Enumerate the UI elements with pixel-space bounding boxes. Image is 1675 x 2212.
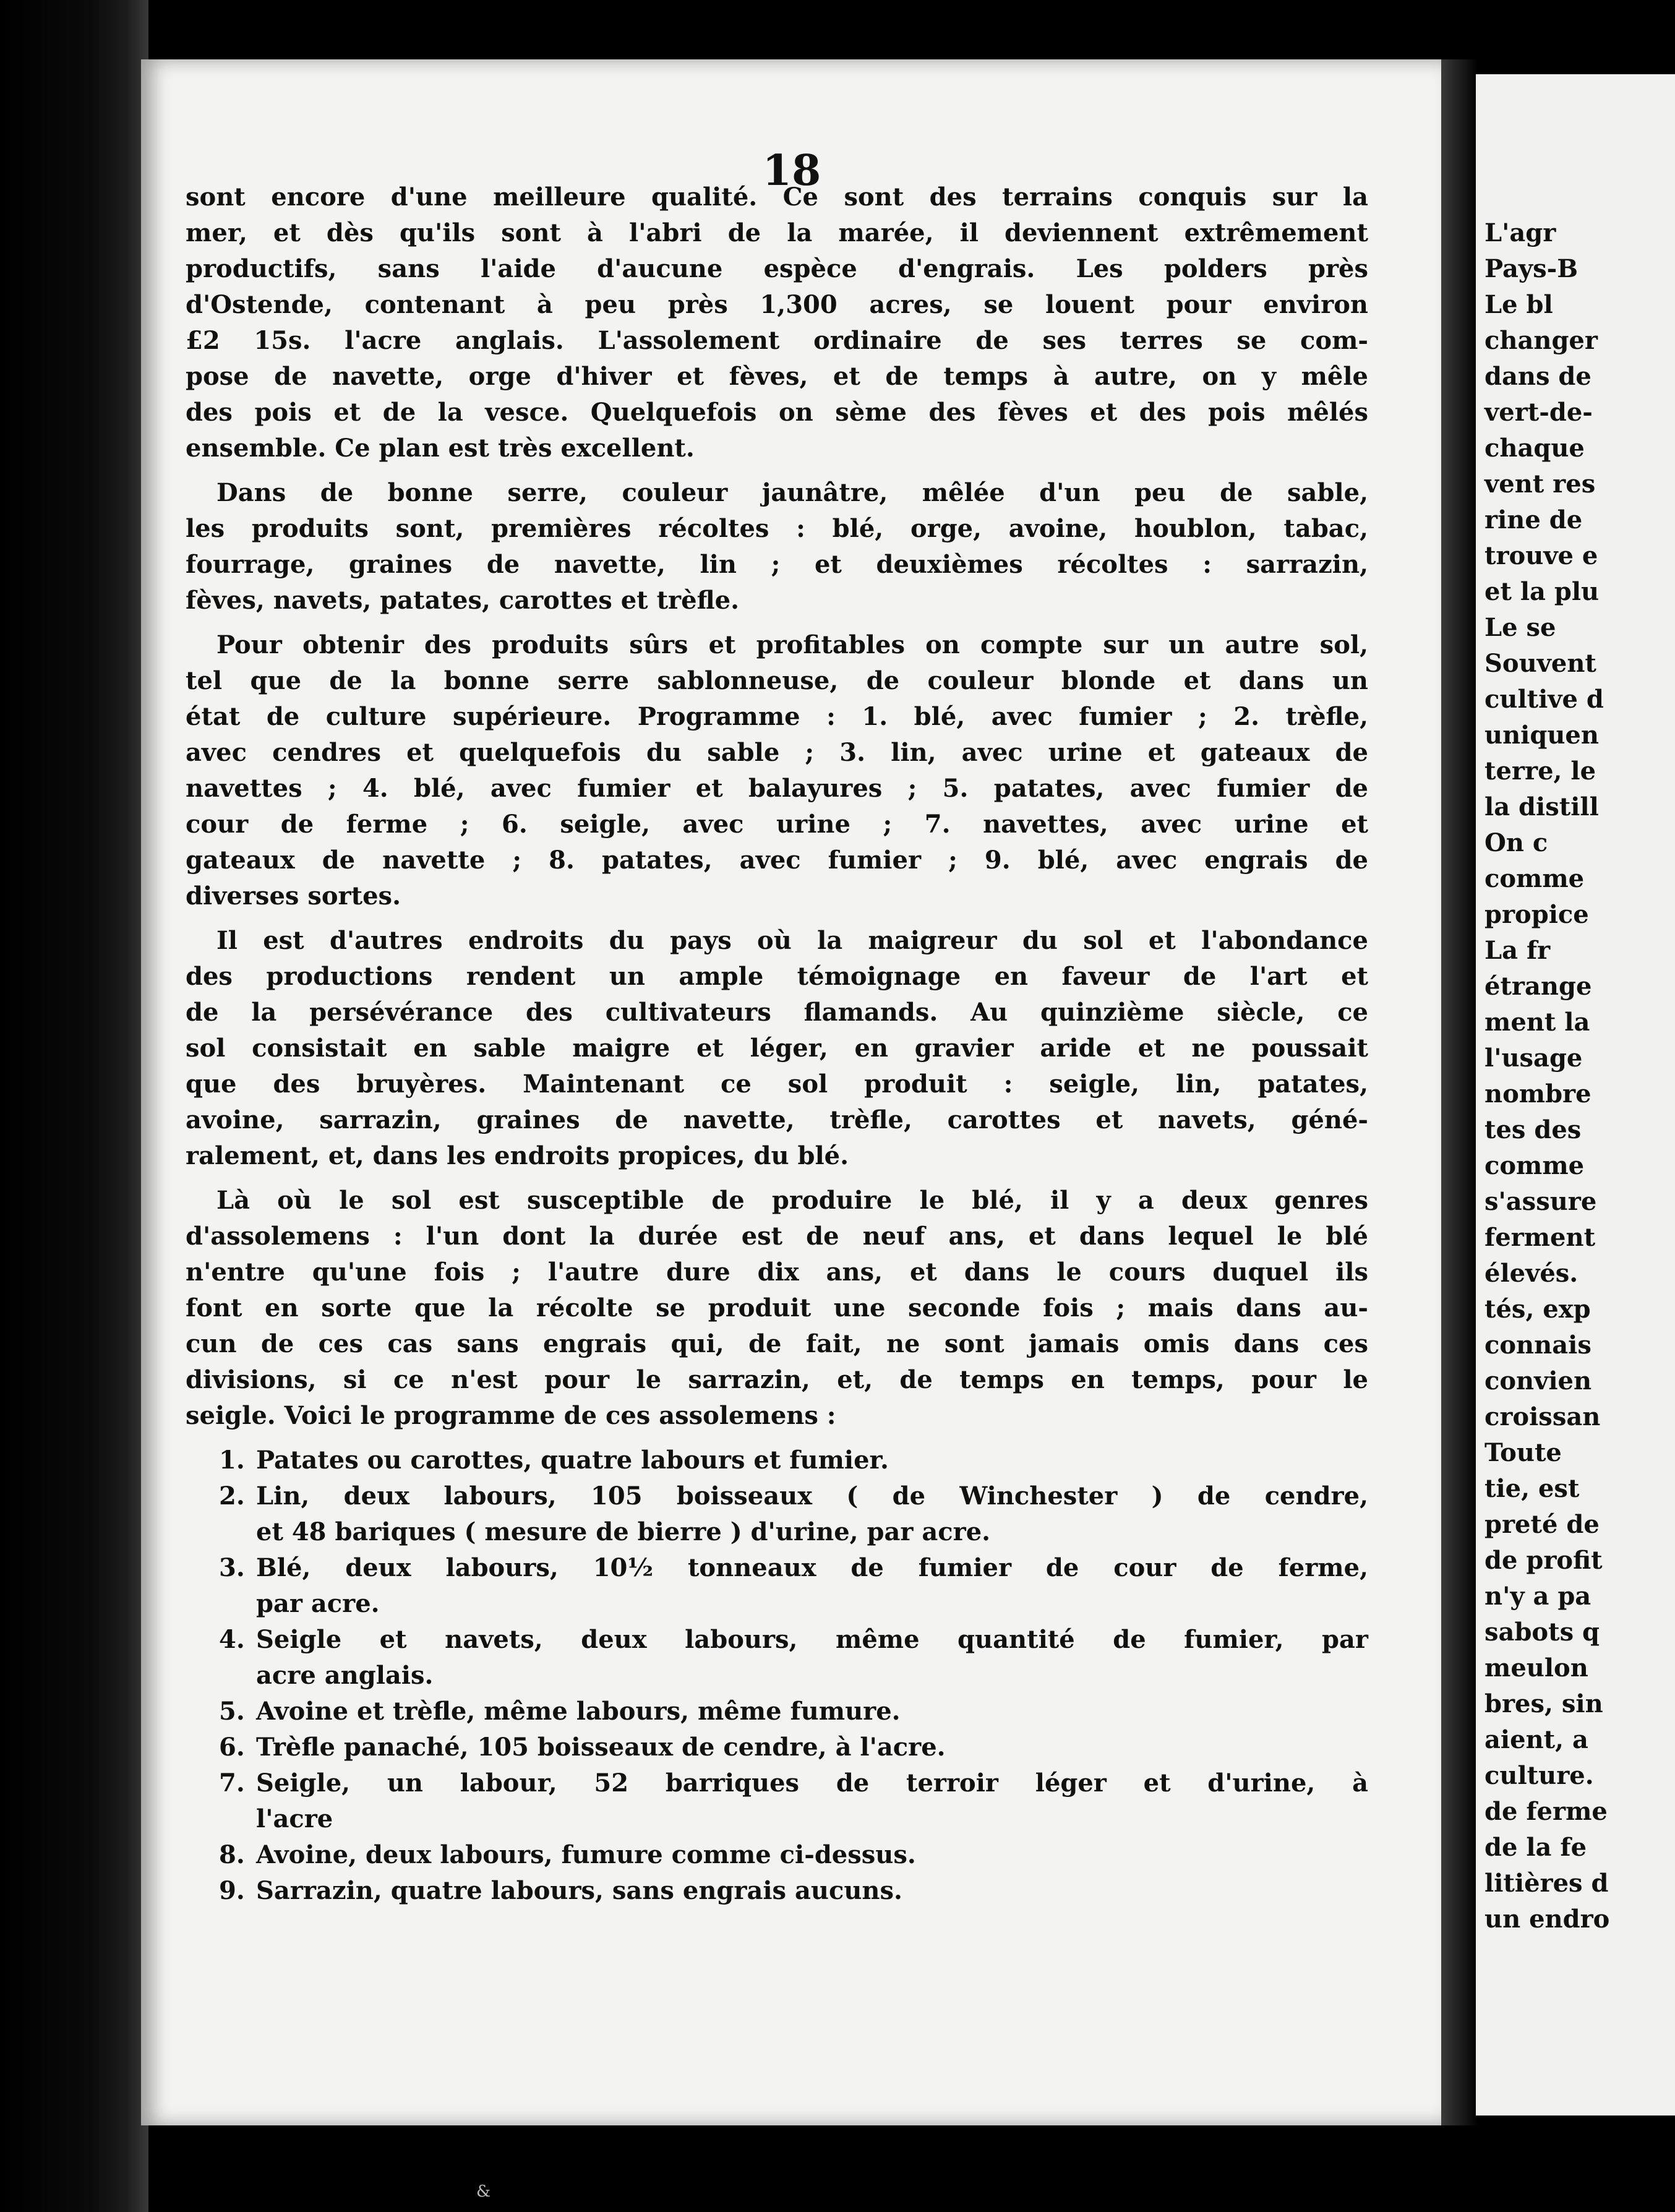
text-line: navettes ; 4. blé, avec fumier et balayures ; 5. patates, avec fumier de bbox=[186, 774, 1368, 803]
list-line: Blé, deux labours, 10½ tonneaux de fumier de cour de ferme, bbox=[256, 1553, 1368, 1582]
list-line: Seigle et navets, deux labours, même quantité de fumier, par bbox=[256, 1625, 1368, 1654]
list-number: 9. bbox=[219, 1876, 245, 1905]
text-line: les produits sont, premières récoltes : blé, orge, avoine, houblon, tabac, bbox=[186, 514, 1368, 543]
right-page-line: n'y a pa bbox=[1484, 1582, 1591, 1611]
right-page-line: terre, le bbox=[1484, 757, 1596, 786]
scan-border-left bbox=[0, 0, 148, 2212]
right-page-line: nombre bbox=[1484, 1079, 1591, 1108]
right-page-line: croissan bbox=[1484, 1402, 1601, 1431]
right-page-line: de la fe bbox=[1484, 1833, 1587, 1862]
right-page-line: ferment bbox=[1484, 1223, 1596, 1252]
text-line: cun de ces cas sans engrais qui, de fait, ne sont jamais omis dans ces bbox=[186, 1329, 1368, 1358]
text-line: que des bruyères. Maintenant ce sol produit : seigle, lin, patates, bbox=[186, 1070, 1368, 1099]
paragraph bbox=[186, 1183, 1368, 1434]
right-page-line: tes des bbox=[1484, 1115, 1582, 1144]
text-line: Il est d'autres endroits du pays où la maigreur du sol et l'abondance bbox=[216, 926, 1368, 955]
right-page-line: s'assure bbox=[1484, 1187, 1597, 1216]
text-line: productifs, sans l'aide d'aucune espèce d'engrais. Les polders près bbox=[186, 254, 1368, 283]
list-line: Avoine et trèfle, même labours, même fumure. bbox=[256, 1697, 901, 1726]
text-line: sol consistait en sable maigre et léger, en gravier aride et ne poussait bbox=[186, 1034, 1368, 1063]
right-page-line: Souvent bbox=[1484, 649, 1596, 678]
list-line: l'acre bbox=[256, 1804, 333, 1833]
right-page-line: convien bbox=[1484, 1366, 1592, 1395]
right-page-line: Le bl bbox=[1484, 290, 1553, 319]
text-line: Dans de bonne serre, couleur jaunâtre, mêlée d'un peu de sable, bbox=[216, 478, 1368, 507]
text-line: ensemble. Ce plan est très excellent. bbox=[186, 434, 695, 463]
text-line: d'assolemens : l'un dont la durée est de neuf ans, et dans lequel le blé bbox=[186, 1222, 1368, 1251]
list-item bbox=[186, 1443, 1368, 1478]
right-page-line: changer bbox=[1484, 326, 1598, 355]
text-line: Là où le sol est susceptible de produire le blé, il y a deux genres bbox=[216, 1186, 1368, 1215]
text-line: de la persévérance des cultivateurs flamands. Au quinzième siècle, ce bbox=[186, 998, 1368, 1027]
right-page-line: comme bbox=[1484, 1151, 1585, 1180]
text-line: £2 15s. l'acre anglais. L'assolement ordinaire de ses terres se com- bbox=[186, 326, 1368, 355]
list-item bbox=[186, 1873, 1368, 1909]
right-page-line: litières d bbox=[1484, 1869, 1609, 1898]
paragraph bbox=[186, 179, 1368, 466]
text-line: fèves, navets, patates, carottes et trèfle. bbox=[186, 586, 740, 615]
rotation-list bbox=[186, 1443, 1368, 1909]
text-line: mer, et dès qu'ils sont à l'abri de la marée, il deviennent extrêmement bbox=[186, 218, 1368, 247]
right-page-line: tés, exp bbox=[1484, 1295, 1591, 1324]
text-line: gateaux de navette ; 8. patates, avec fumier ; 9. blé, avec engrais de bbox=[186, 846, 1368, 875]
right-page-line: et la plu bbox=[1484, 577, 1600, 606]
right-page-line: chaque bbox=[1484, 434, 1585, 463]
list-item bbox=[186, 1837, 1368, 1873]
list-line: Patates ou carottes, quatre labours et fumier. bbox=[256, 1446, 889, 1475]
list-item bbox=[186, 1765, 1368, 1837]
right-page-line: propice bbox=[1484, 900, 1589, 929]
right-page-line: vert-de- bbox=[1484, 398, 1593, 427]
list-number: 7. bbox=[219, 1768, 245, 1798]
right-page-line: La fr bbox=[1484, 936, 1551, 965]
right-page-text bbox=[1484, 179, 1670, 1937]
right-page-line: preté de bbox=[1484, 1510, 1600, 1539]
list-number: 4. bbox=[219, 1625, 245, 1654]
list-item bbox=[186, 1550, 1368, 1622]
text-line: ralement, et, dans les endroits propices, du blé. bbox=[186, 1141, 849, 1170]
text-line: cour de ferme ; 6. seigle, avec urine ; 7. navettes, avec urine et bbox=[186, 810, 1368, 839]
right-page-line: connais bbox=[1484, 1331, 1591, 1360]
right-page-line: un endro bbox=[1484, 1905, 1610, 1934]
right-page-line: On c bbox=[1484, 828, 1548, 857]
text-line: des pois et de la vesce. Quelquefois on sème des fèves et des pois mêlés bbox=[186, 398, 1368, 427]
right-page-line: l'usage bbox=[1484, 1044, 1583, 1073]
text-line: n'entre qu'une fois ; l'autre dure dix ans, et dans le cours duquel ils bbox=[186, 1258, 1368, 1287]
right-page-line: dans de bbox=[1484, 362, 1591, 391]
text-line: pose de navette, orge d'hiver et fèves, et de temps à autre, on y mêle bbox=[186, 362, 1368, 391]
right-page-line: cultive d bbox=[1484, 685, 1604, 714]
text-line: diverses sortes. bbox=[186, 881, 401, 911]
right-page-line: vent res bbox=[1484, 469, 1596, 499]
list-number: 6. bbox=[219, 1733, 245, 1762]
paragraphs bbox=[186, 179, 1368, 1434]
right-page-line: aient, a bbox=[1484, 1725, 1588, 1754]
right-page-line: trouve e bbox=[1484, 541, 1598, 570]
right-page-line: étrange bbox=[1484, 972, 1592, 1001]
right-page-line: comme bbox=[1484, 864, 1585, 893]
right-page-line: uniquen bbox=[1484, 721, 1599, 750]
text-line: d'Ostende, contenant à peu près 1,300 acres, se louent pour environ bbox=[186, 290, 1368, 319]
list-item bbox=[186, 1622, 1368, 1694]
list-line: acre anglais. bbox=[256, 1661, 434, 1690]
list-item bbox=[186, 1694, 1368, 1730]
body-text bbox=[186, 179, 1368, 1909]
right-page-line: L'agr bbox=[1484, 218, 1556, 247]
text-line: état de culture supérieure. Programme : 1. blé, avec fumier ; 2. trèfle, bbox=[186, 702, 1368, 731]
right-page-line: sabots q bbox=[1484, 1618, 1600, 1647]
list-item bbox=[186, 1478, 1368, 1550]
right-page-line: de profit bbox=[1484, 1546, 1603, 1575]
list-item bbox=[186, 1730, 1368, 1765]
right-page-line: culture. bbox=[1484, 1761, 1594, 1790]
right-page-line: rine de bbox=[1484, 505, 1583, 534]
right-page-line: Le se bbox=[1484, 613, 1556, 642]
right-page-line: bres, sin bbox=[1484, 1689, 1603, 1718]
right-page-line: Toute bbox=[1484, 1438, 1562, 1467]
text-line: des productions rendent un ample témoignage en faveur de l'art et bbox=[186, 962, 1368, 991]
right-page-line: élevés. bbox=[1484, 1259, 1579, 1288]
book-gutter bbox=[1441, 59, 1478, 2125]
right-page-line: la distill bbox=[1484, 792, 1599, 821]
right-page-line: de ferme bbox=[1484, 1797, 1608, 1826]
list-number: 1. bbox=[219, 1446, 245, 1475]
list-line: Seigle, un labour, 52 barriques de terroir léger et d'urine, à bbox=[256, 1768, 1368, 1798]
paragraph bbox=[186, 923, 1368, 1174]
text-line: divisions, si ce n'est pour le sarrazin, et, de temps en temps, pour le bbox=[186, 1365, 1368, 1394]
right-page-line: tie, est bbox=[1484, 1474, 1580, 1503]
list-line: Avoine, deux labours, fumure comme ci-dessus. bbox=[256, 1840, 916, 1869]
list-line: Lin, deux labours, 105 boisseaux ( de Winchester ) de cendre, bbox=[256, 1481, 1368, 1511]
text-line: avoine, sarrazin, graines de navette, trèfle, carottes et navets, géné- bbox=[186, 1105, 1368, 1134]
list-line: par acre. bbox=[256, 1589, 380, 1618]
right-page-line: meulon bbox=[1484, 1653, 1588, 1683]
text-line: fourrage, graines de navette, lin ; et deuxièmes récoltes : sarrazin, bbox=[186, 550, 1368, 579]
text-line: tel que de la bonne serre sablonneuse, de couleur blonde et dans un bbox=[186, 666, 1368, 695]
right-page-line: Pays-B bbox=[1484, 254, 1579, 283]
text-line: sont encore d'une meilleure qualité. Ce sont des terrains conquis sur la bbox=[186, 182, 1368, 212]
text-line: avec cendres et quelquefois du sable ; 3. lin, avec urine et gateaux de bbox=[186, 738, 1368, 767]
text-line: Pour obtenir des produits sûrs et profitables on compte sur un autre sol, bbox=[216, 630, 1368, 659]
list-number: 5. bbox=[219, 1697, 245, 1726]
list-line: et 48 bariques ( mesure de bierre ) d'urine, par acre. bbox=[256, 1517, 991, 1546]
list-number: 2. bbox=[219, 1481, 245, 1511]
text-line: font en sorte que la récolte se produit une seconde fois ; mais dans au- bbox=[186, 1293, 1368, 1322]
right-page-line: ment la bbox=[1484, 1008, 1590, 1037]
page-number: 18 bbox=[762, 146, 821, 195]
list-number: 8. bbox=[219, 1840, 245, 1869]
text-line: seigle. Voici le programme de ces assolemens : bbox=[186, 1401, 836, 1430]
scan-artifact: & bbox=[476, 2182, 491, 2201]
paragraph bbox=[186, 475, 1368, 619]
list-number: 3. bbox=[219, 1553, 245, 1582]
right-page-line bbox=[1484, 179, 1670, 215]
paragraph bbox=[186, 627, 1368, 914]
list-line: Sarrazin, quatre labours, sans engrais aucuns. bbox=[256, 1876, 902, 1905]
list-line: Trèfle panaché, 105 boisseaux de cendre, à l'acre. bbox=[256, 1733, 946, 1762]
